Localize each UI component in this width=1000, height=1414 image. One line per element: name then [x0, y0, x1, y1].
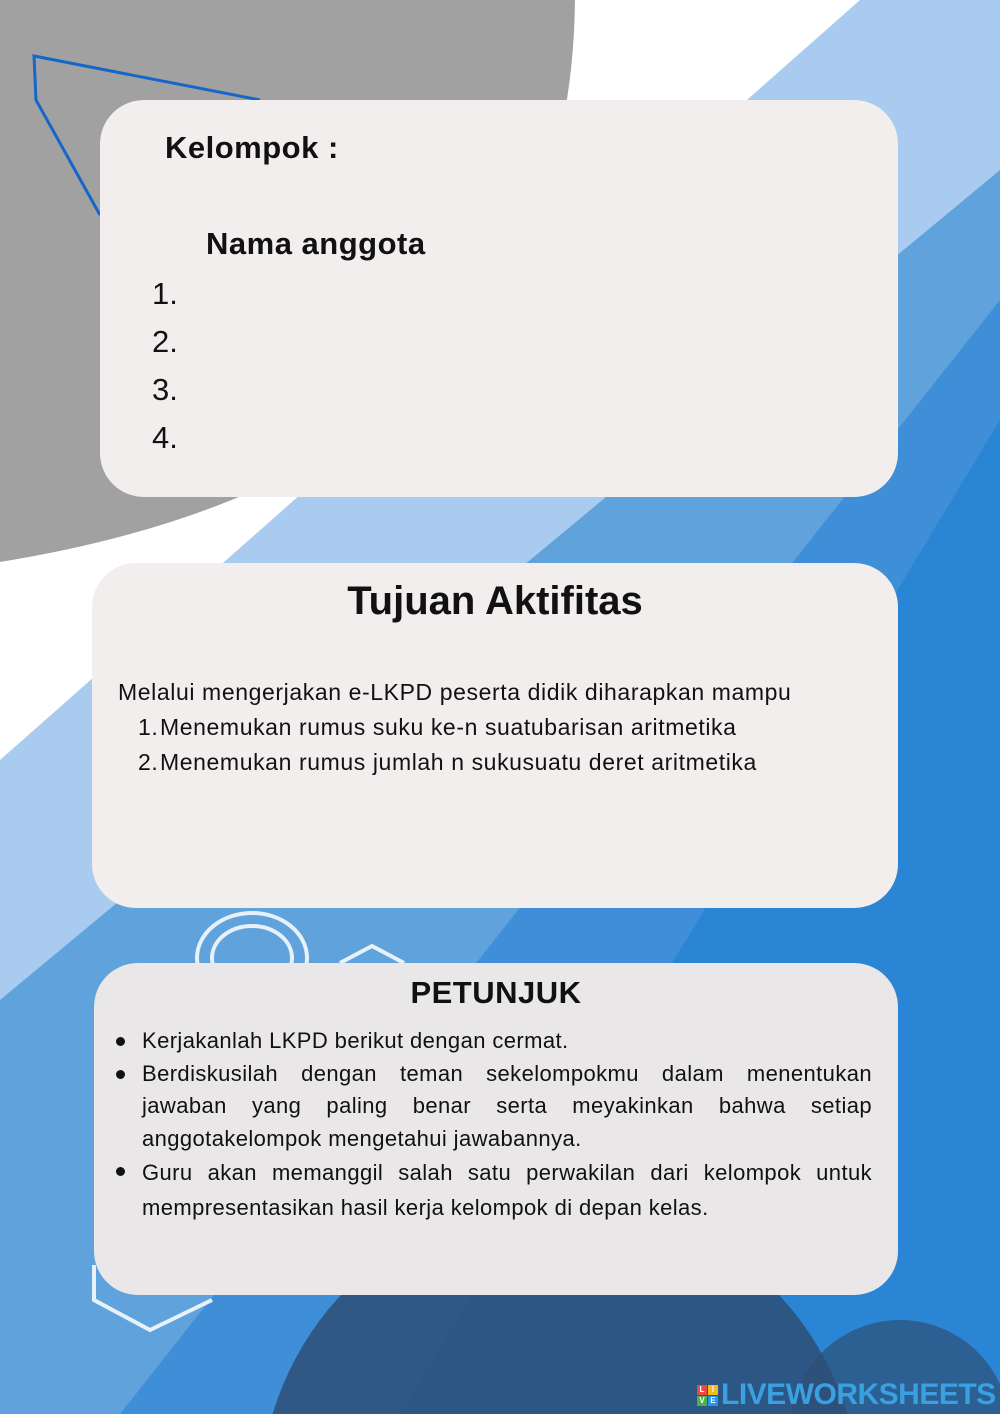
kelompok-label: Kelompok : — [165, 130, 339, 165]
petunjuk-item — [114, 1025, 872, 1058]
tujuan-item — [118, 745, 878, 780]
tujuan-title: Tujuan Aktifitas — [347, 579, 643, 623]
tujuan-body — [118, 675, 878, 780]
petunjuk-item-text: Kerjakanlah LKPD berikut dengan cermat. — [142, 1028, 569, 1053]
nama-anggota-label: Nama anggota — [206, 226, 426, 261]
member-number-2: 2. — [152, 324, 178, 359]
tujuan-card — [92, 563, 898, 908]
kelompok-card — [100, 100, 898, 497]
liveworksheets-watermark — [697, 1380, 996, 1410]
tujuan-intro: Melalui mengerjakan e-LKPD peserta didik diharapkan mampu — [118, 679, 792, 705]
tujuan-item-text: Menemukan rumus jumlah n sukusuatu deret aritmetika — [160, 749, 757, 775]
logo-letter: V — [697, 1396, 707, 1406]
bullet-icon — [116, 1037, 125, 1046]
member-number-1: 1. — [152, 276, 178, 311]
tujuan-item-text: Menemukan rumus suku ke-n suatubarisan aritmetika — [160, 714, 737, 740]
tujuan-list — [118, 710, 878, 780]
logo-letter: E — [708, 1396, 718, 1406]
tujuan-item-number: 2. — [138, 749, 159, 775]
bullet-icon — [116, 1167, 125, 1176]
petunjuk-item-text: Berdiskusilah dengan teman sekelompokmu dalam menentukan jawaban yang paling benar serta meyakinkan bahwa setiap anggotakelompok mengetahui jawabannya. — [142, 1060, 872, 1151]
petunjuk-item — [114, 1058, 872, 1156]
logo-letter: L — [697, 1385, 707, 1395]
petunjuk-card — [94, 963, 898, 1295]
petunjuk-list — [114, 1025, 872, 1225]
member-number-4: 4. — [152, 420, 178, 455]
petunjuk-title: PETUNJUK — [410, 975, 582, 1010]
bullet-icon — [116, 1070, 125, 1079]
watermark-text: LIVEWORKSHEETS — [721, 1378, 996, 1411]
logo-letter: I — [708, 1385, 718, 1395]
tujuan-item — [118, 710, 878, 745]
petunjuk-item-text: Guru akan memanggil salah satu perwakilan dari kelompok untuk mempresentasikan hasil kerja kelompok di depan kelas. — [142, 1160, 872, 1220]
liveworksheets-logo-icon — [697, 1385, 718, 1406]
petunjuk-item — [114, 1155, 872, 1225]
member-list — [152, 276, 178, 468]
member-number-3: 3. — [152, 372, 178, 407]
tujuan-item-number: 1. — [138, 714, 159, 740]
